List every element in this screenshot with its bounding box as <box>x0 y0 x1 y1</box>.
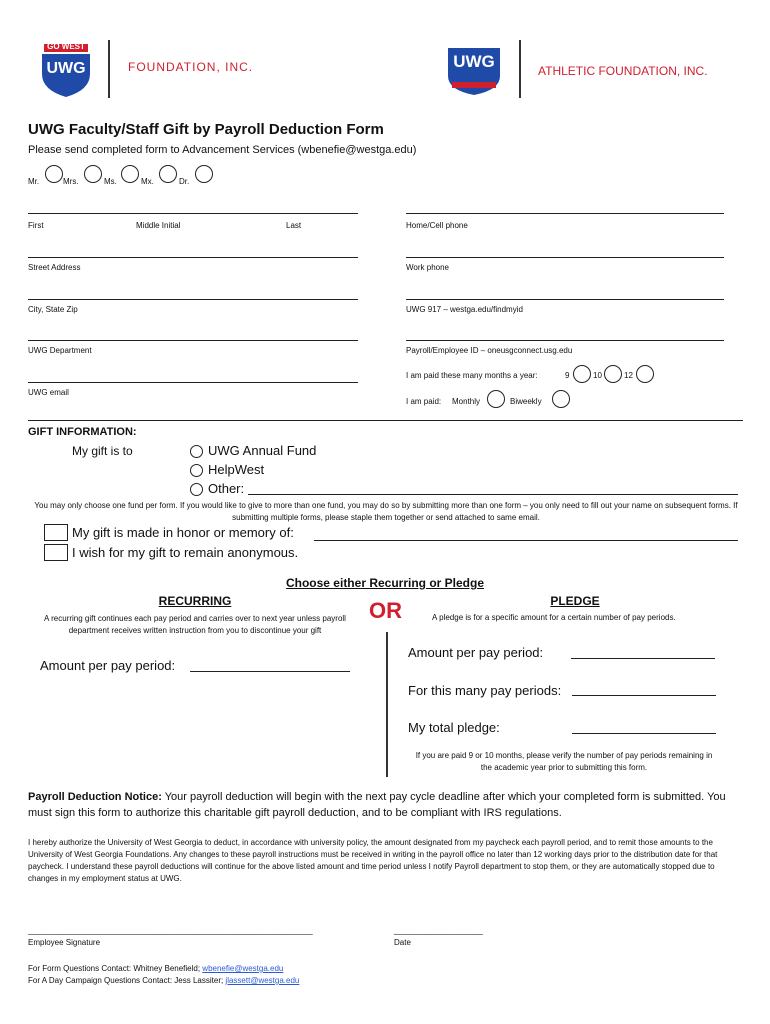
paid-biweekly-label: Biweekly <box>510 397 542 406</box>
payroll-id-label: Payroll/Employee ID – oneusgconnect.usg.edu <box>406 346 573 355</box>
recurring-description: A recurring gift continues each pay period and carries over to next year unless payroll department receives written instruction from you to discontinue your gift <box>44 614 346 635</box>
fund-other-input[interactable] <box>248 494 738 495</box>
months-9-radio[interactable] <box>573 365 591 383</box>
gift-heading: GIFT INFORMATION: <box>28 426 137 438</box>
athletic-foundation-name: ATHLETIC FOUNDATION, INC. <box>538 64 708 78</box>
my-gift-label: My gift is to <box>72 444 133 458</box>
street-input[interactable] <box>28 257 358 258</box>
paid-biweekly-radio[interactable] <box>552 390 570 408</box>
choose-heading: Choose either Recurring or Pledge <box>285 576 485 590</box>
street-label: Street Address <box>28 263 81 272</box>
uwg-athletic-logo-text: UWG <box>453 52 495 71</box>
months-12-label: 12 <box>624 371 633 380</box>
payroll-notice-label: Payroll Deduction Notice: <box>28 791 162 803</box>
department-input[interactable] <box>28 340 358 341</box>
uwg-logo-text: UWG <box>46 60 86 77</box>
date-label: Date <box>394 938 411 947</box>
months-10-radio[interactable] <box>604 365 622 383</box>
salutation-ms-radio[interactable] <box>121 165 139 183</box>
email-input[interactable] <box>28 382 358 383</box>
uwg917-label: UWG 917 – westga.edu/findmyid <box>406 305 523 314</box>
recurring-amount-input[interactable] <box>190 671 350 672</box>
payroll-notice-text: Your payroll deduction will begin with the next pay cycle deadline after which your completed form is submitted. You must sign this form to authorize this charitable gift payroll deduction, and to be compliant with IRS regulations. <box>28 791 726 819</box>
salutation-mr-label: Mr. <box>28 177 40 186</box>
fund-annual-radio[interactable] <box>190 445 203 458</box>
logo-divider-right <box>519 40 521 98</box>
first-label: First <box>28 221 44 230</box>
email-label: UWG email <box>28 388 69 397</box>
pledge-description: A pledge is for a specific amount for a certain number of pay periods. <box>432 613 676 622</box>
anonymous-label: I wish for my gift to remain anonymous. <box>72 545 299 560</box>
fund-note: You may only choose one fund per form. If you would like to give to more than one fund, you may do so by submitting more than one form – you only need to fill out your name on subsequent forms. If submitting multiple forms, please staple them together or send attached to same email. <box>34 501 738 522</box>
fund-helpwest-label: HelpWest <box>208 462 265 477</box>
pledge-periods-input[interactable] <box>572 695 716 696</box>
campaign-contact <box>28 976 299 985</box>
fund-annual-label: UWG Annual Fund <box>208 443 317 458</box>
name-input[interactable] <box>28 213 358 214</box>
salutation-mx-radio[interactable] <box>159 165 177 183</box>
pledge-amount-label: Amount per pay period: <box>408 645 544 660</box>
choose-divider <box>386 632 388 777</box>
go-west-banner: GO WEST <box>47 42 85 51</box>
signature-line[interactable]: ________________________________________________________________ <box>28 926 313 935</box>
logo-divider <box>108 40 110 98</box>
salutation-mrs-radio[interactable] <box>84 165 102 183</box>
pledge-heading: PLEDGE <box>550 594 600 608</box>
fund-helpwest-radio[interactable] <box>190 464 203 477</box>
campaign-contact-text: For A Day Campaign Questions Contact: Jess Lassiter; <box>28 976 226 985</box>
paid-monthly-label: Monthly <box>452 397 481 406</box>
work-phone-label: Work phone <box>406 263 449 272</box>
salutation-dr-radio[interactable] <box>195 165 213 183</box>
months-10-label: 10 <box>593 371 602 380</box>
form-contact-email-link[interactable]: wbenefie@westga.edu <box>202 964 284 973</box>
salutation-mx-label: Mx. <box>141 177 154 186</box>
section-divider <box>28 420 743 421</box>
payroll-notice <box>28 789 743 821</box>
work-phone-input[interactable] <box>406 257 724 258</box>
salutation-mr-radio[interactable] <box>45 165 63 183</box>
pledge-periods-label: For this many pay periods: <box>408 683 562 698</box>
city-label: City, State Zip <box>28 305 78 314</box>
pledge-verify-note: If you are paid 9 or 10 months, please verify the number of pay periods remaining in the academic year prior to submitting this form. <box>415 751 713 772</box>
months-9-label: 9 <box>565 371 570 380</box>
honor-checkbox[interactable] <box>44 524 68 541</box>
foundation-name: FOUNDATION, INC. <box>128 60 254 74</box>
salutation-ms-label: Ms. <box>104 177 117 186</box>
date-line[interactable]: ____________________ <box>394 926 483 935</box>
last-label: Last <box>286 221 302 230</box>
department-label: UWG Department <box>28 346 92 355</box>
form-contact-text: For Form Questions Contact: Whitney Benefield; <box>28 964 203 973</box>
or-label: OR <box>369 598 402 623</box>
recurring-heading: RECURRING <box>158 594 232 608</box>
home-phone-label: Home/Cell phone <box>406 221 468 230</box>
pledge-amount-input[interactable] <box>571 658 715 659</box>
fund-other-label: Other: <box>208 481 245 496</box>
form-instruction: Please send completed form to Advancement Services (wbenefie@westga.edu) <box>28 144 417 156</box>
months-label: I am paid these many months a year: <box>406 371 538 380</box>
form-contact <box>28 964 283 973</box>
pledge-total-label: My total pledge: <box>408 720 500 735</box>
honor-input[interactable] <box>314 540 738 541</box>
paid-monthly-radio[interactable] <box>487 390 505 408</box>
paid-label: I am paid: <box>406 397 442 406</box>
uwg917-input[interactable] <box>406 299 724 300</box>
form-title: UWG Faculty/Staff Gift by Payroll Deduction Form <box>28 121 384 138</box>
months-12-radio[interactable] <box>636 365 654 383</box>
recurring-amount-label: Amount per pay period: <box>40 658 176 673</box>
fund-other-radio[interactable] <box>190 483 203 496</box>
home-phone-input[interactable] <box>406 213 724 214</box>
pledge-total-input[interactable] <box>572 733 716 734</box>
middle-label: Middle Initial <box>136 221 181 230</box>
payroll-id-input[interactable] <box>406 340 724 341</box>
salutation-dr-label: Dr. <box>179 177 190 186</box>
campaign-contact-email-link[interactable]: jlassett@westga.edu <box>225 976 300 985</box>
signature-label: Employee Signature <box>28 938 101 947</box>
anonymous-checkbox[interactable] <box>44 544 68 561</box>
salutation-mrs-label: Mrs. <box>63 177 79 186</box>
city-input[interactable] <box>28 299 358 300</box>
honor-label: My gift is made in honor or memory of: <box>72 525 294 540</box>
authorization-text: I hereby authorize the University of West Georgia to deduct, in accordance with university policy, the amount designated from my paycheck each payroll period, and to remit those amounts to the University of West Georgia Foundations. Any changes to these payroll instructions must be received in writing in the payroll office no later than 12 working days prior to the distribution date for that paycheck. I understand these payroll deductions will continue for the above listed amount and time period unless I notify Payroll department to stop them, or they are automatically stopped due to changes in my employment status at UWG. <box>28 838 718 883</box>
